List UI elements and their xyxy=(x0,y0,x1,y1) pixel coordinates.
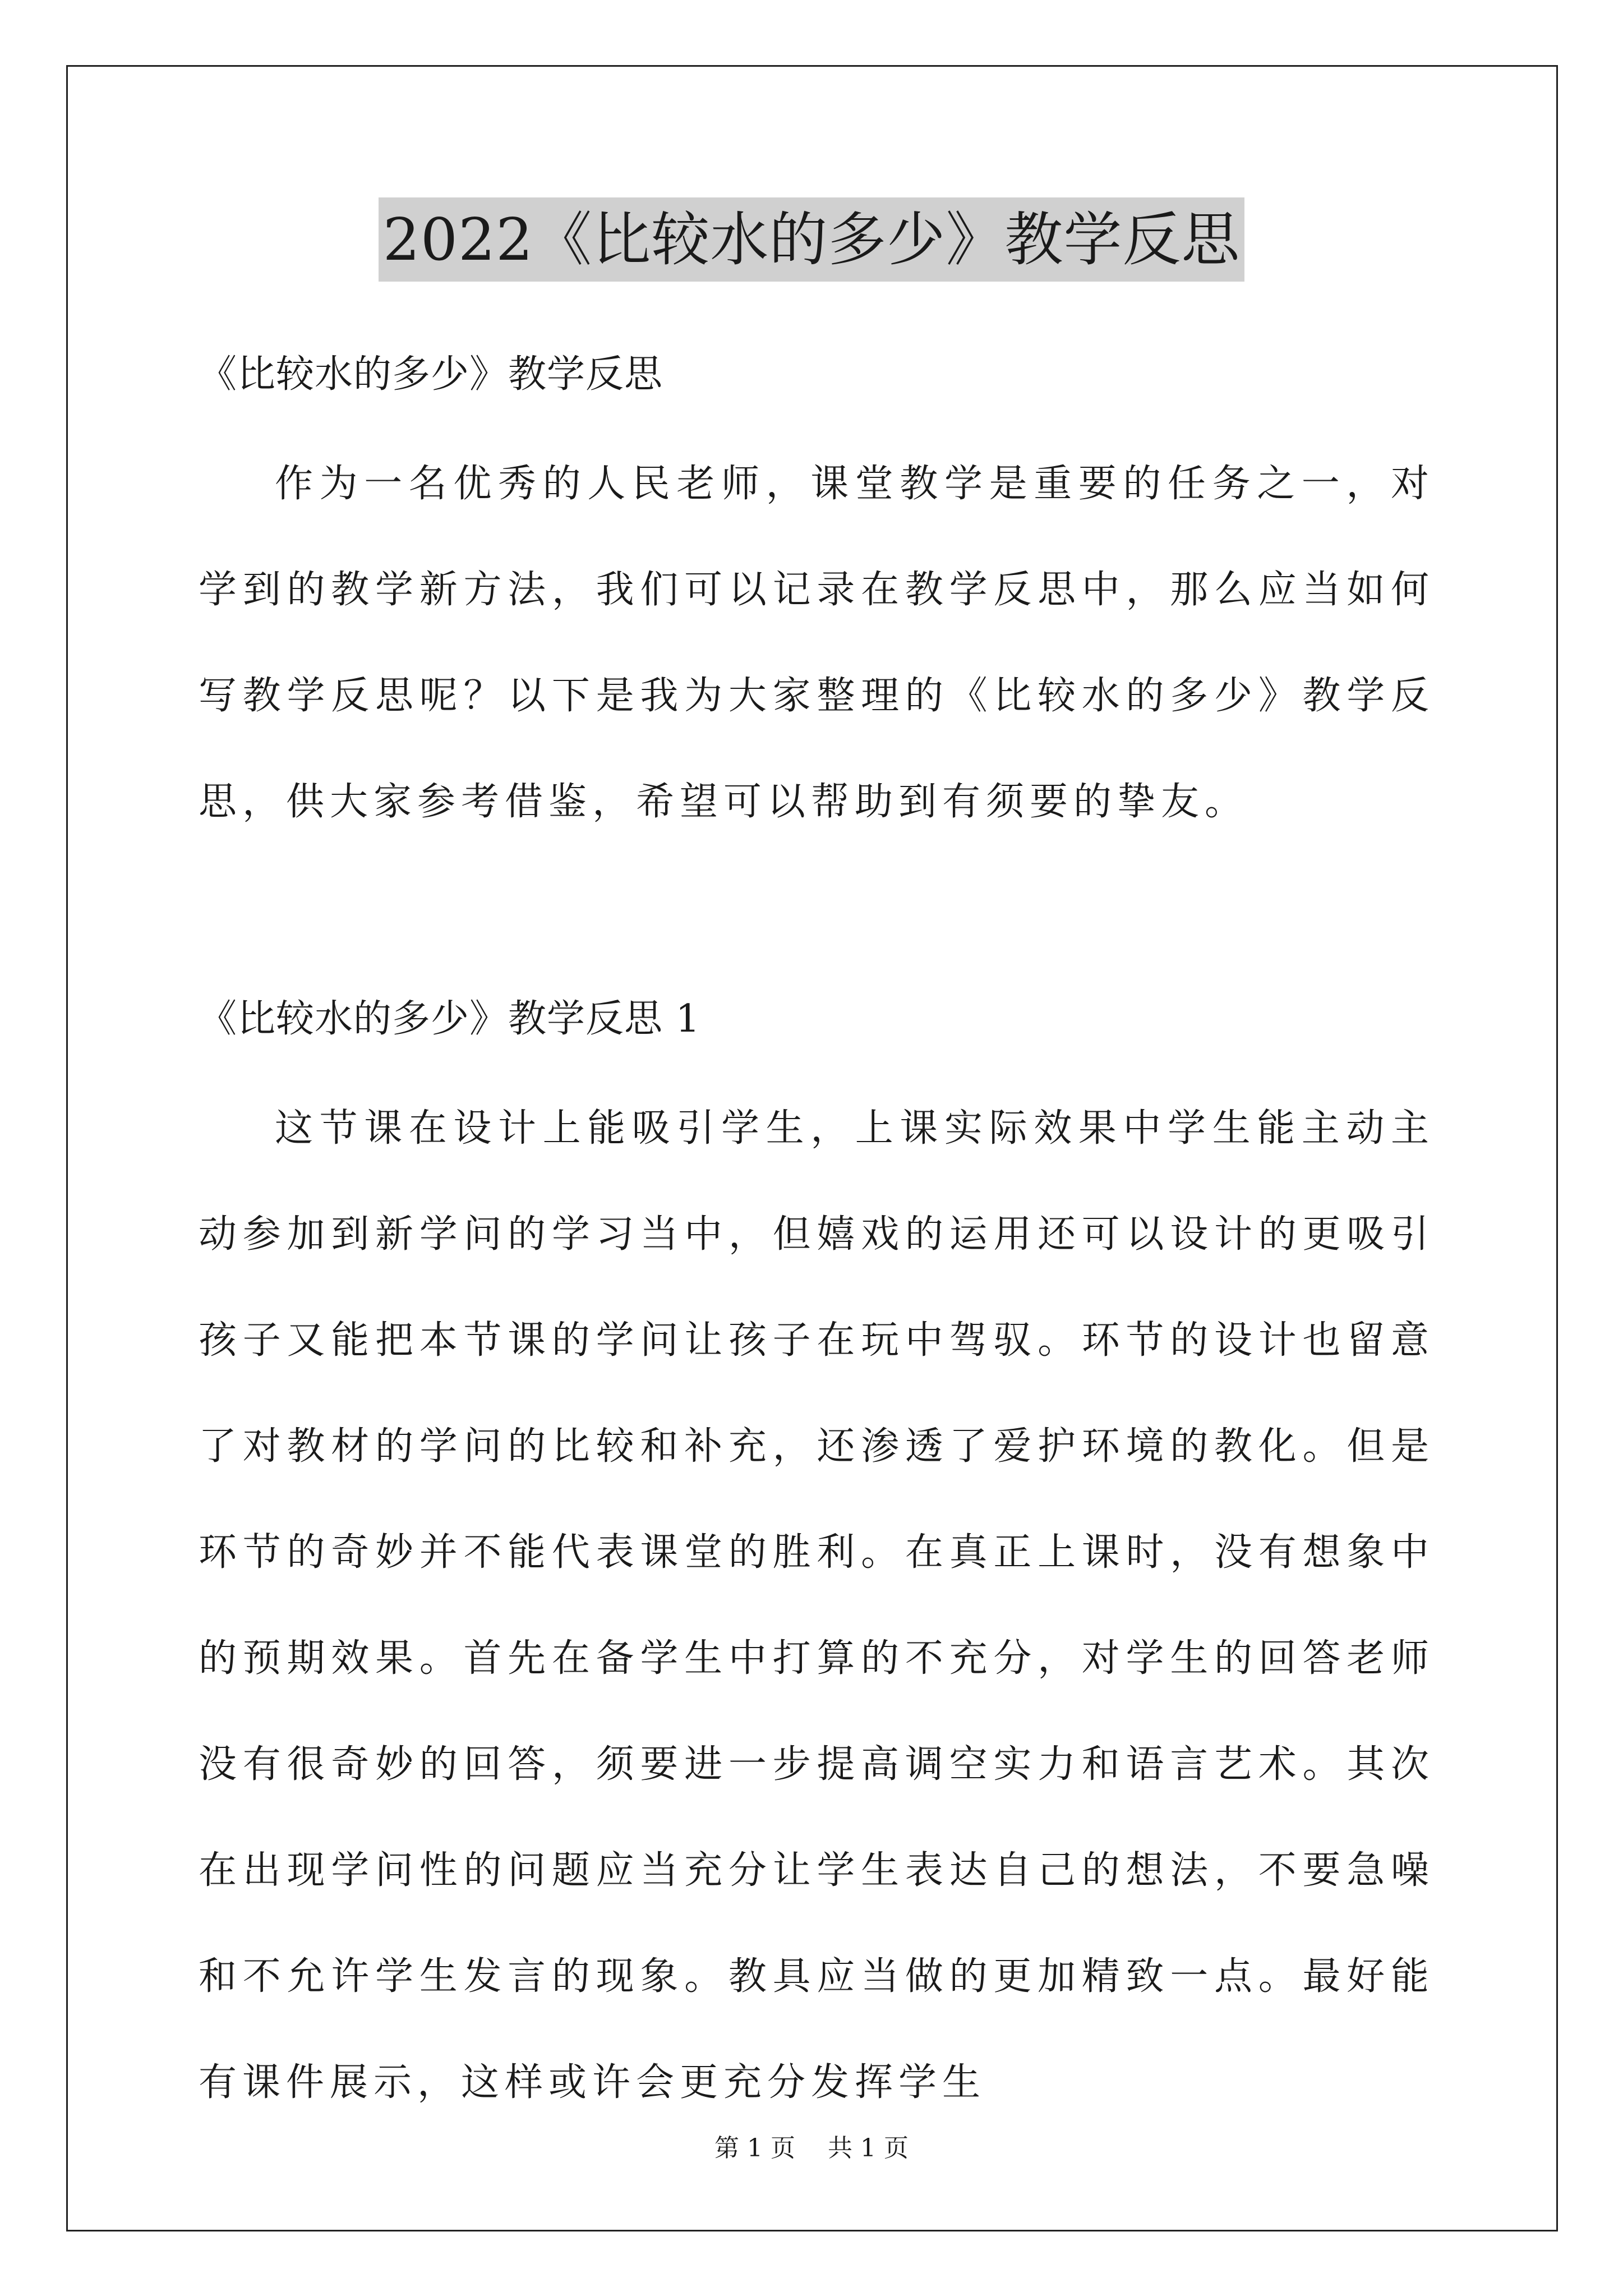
page-total: 共 1 页 xyxy=(828,2134,909,2162)
page-number: 第 1 页 xyxy=(714,2134,795,2162)
title-container xyxy=(0,197,1623,282)
intro-paragraph: 作为一名优秀的人民老师，课堂教学是重要的任务之一，对学到的教学新方法，我们可以记录在教学反思中，那么应当如何写教学反思呢？以下是我为大家整理的《比较水的多少》教学反思，供大家参考借鉴，希望可以帮助到有须要的挚友。 xyxy=(199,462,1435,824)
section-paragraph: 这节课在设计上能吸引学生，上课实际效果中学生能主动主动参加到新学问的学习当中，但嬉戏的运用还可以设计的更吸引孩子又能把本节课的学问让孩子在玩中驾驭。环节的设计也留意了对教材的学问的比较和补充，还渗透了爱护环境的教化。但是环节的奇妙并不能代表课堂的胜利。在真正上课时，没有想象中的预期效果。首先在备学生中打算的不充分，对学生的回答老师没有很奇妙的回答，须要进一步提高调空实力和语言艺术。其次在出现学问性的问题应当充分让学生表达自己的想法，不要急噪和不允许学生发言的现象。教具应当做的更加精致一点。最好能有课件展示，这样或许会更充分发挥学生 xyxy=(199,1106,1435,2105)
document-body xyxy=(199,319,1435,2136)
section-heading: 《比较水的多少》教学反思 1 xyxy=(199,997,700,1041)
document-title: 2022《比较水的多少》教学反思 xyxy=(379,197,1245,282)
section-spacer xyxy=(199,855,1435,963)
page-footer xyxy=(0,2132,1623,2165)
subtitle: 《比较水的多少》教学反思 xyxy=(199,352,663,397)
